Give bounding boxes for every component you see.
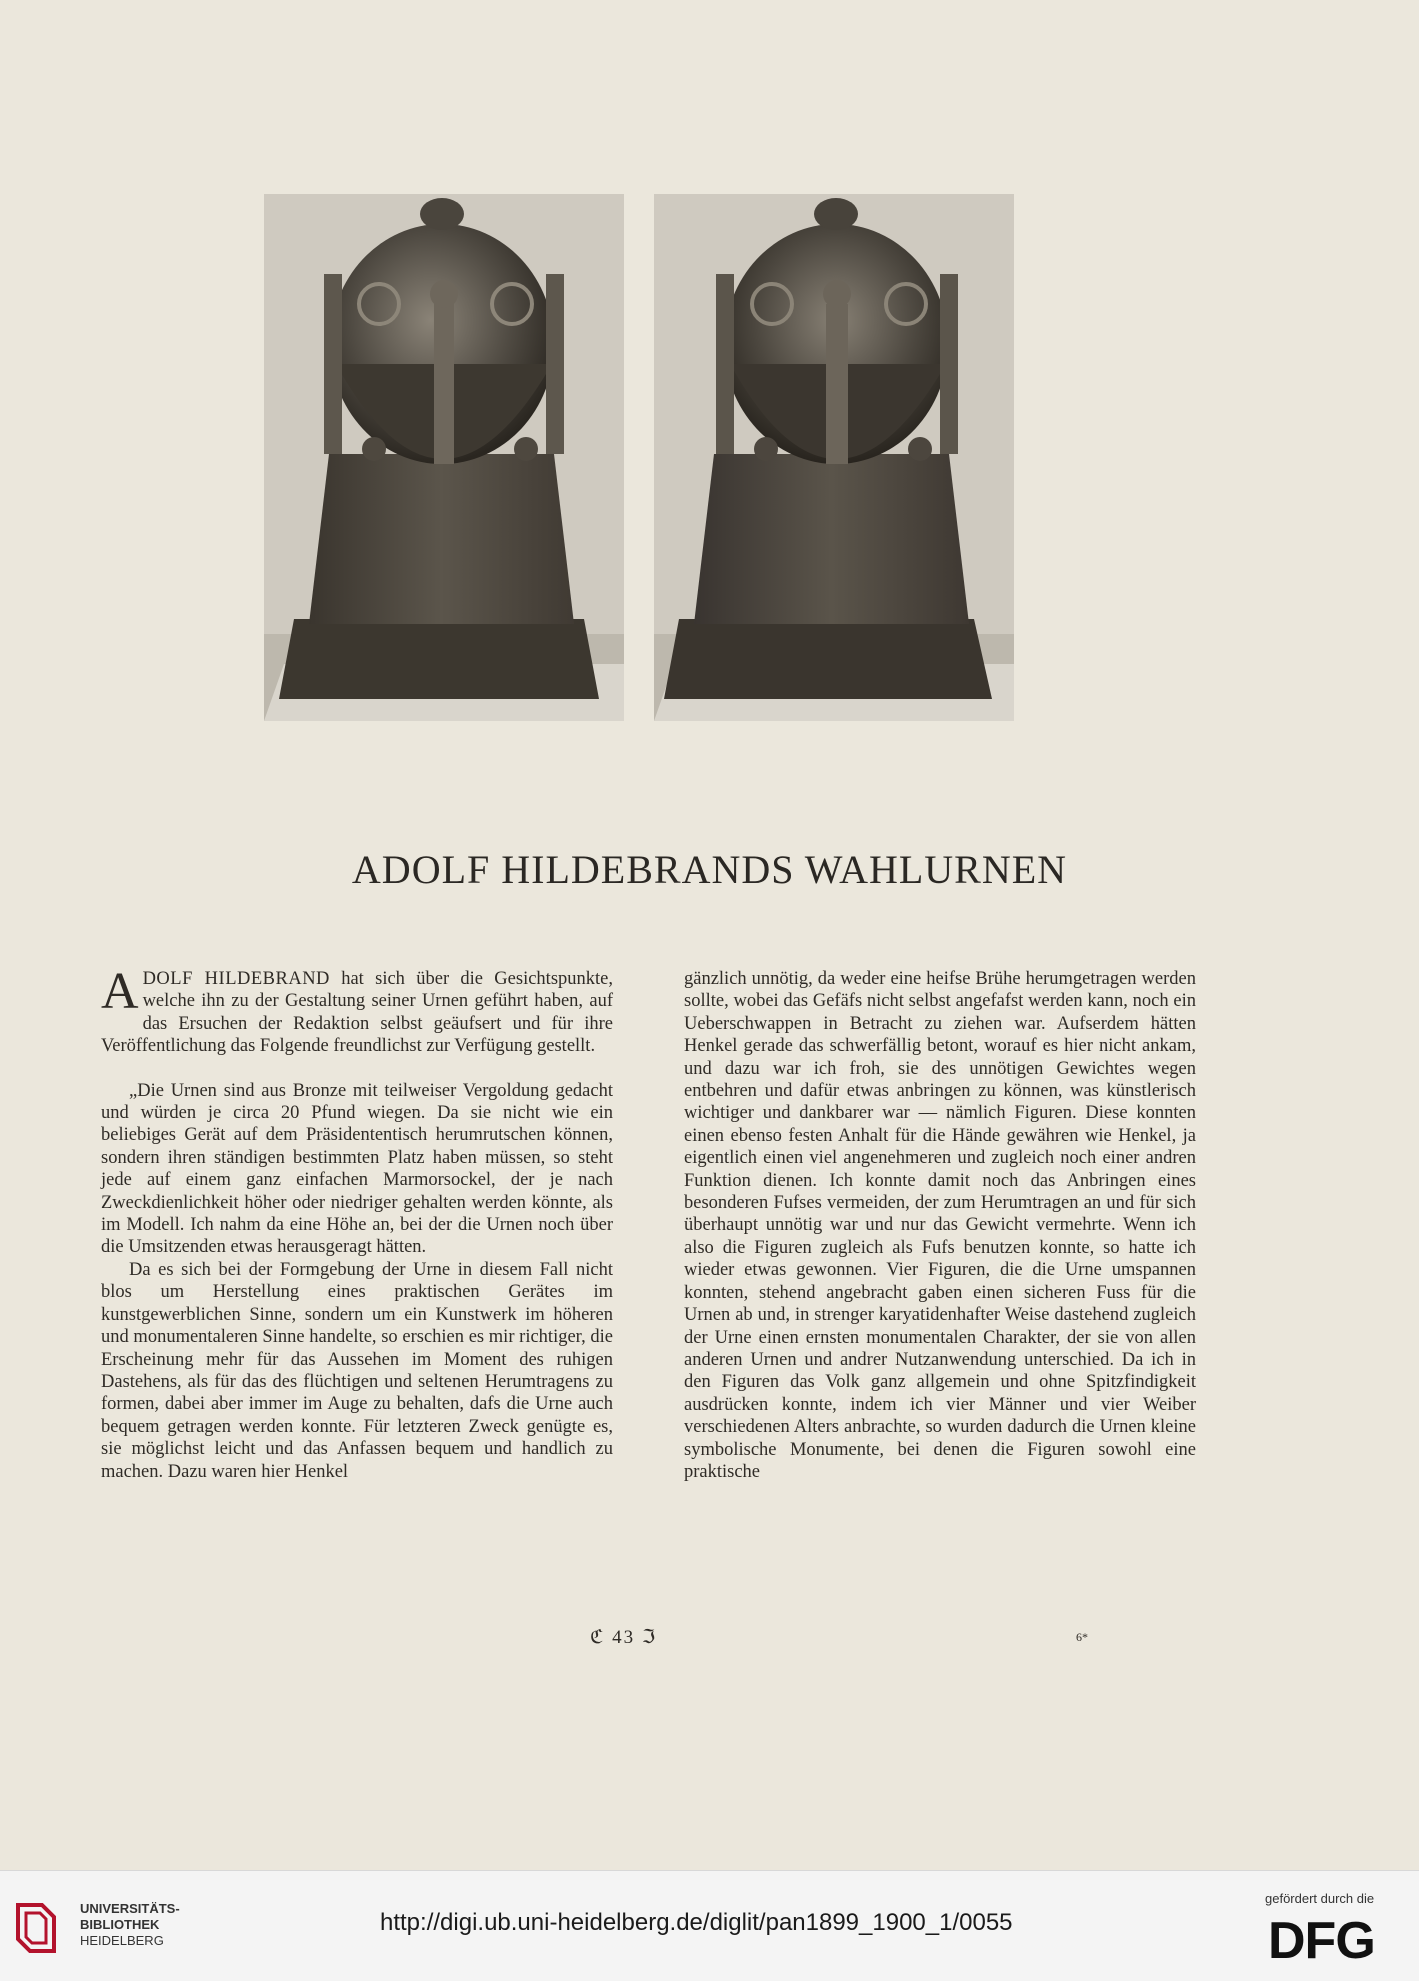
footer-bar: [0, 1870, 1419, 1981]
urn-photo-right: [654, 194, 1014, 721]
paragraph: gänzlich unnötig, da weder eine heifse Brühe herumgetragen werden sollte, wobei das Gefäfs nicht selbst angefafst werden kann, noch ein Ueberschwappen in Betracht zu ziehen war. Aufserdem hätten Henkel gerade das schwerfällig betont, worauf es hier nicht ankam, und dazu war ich froh, sie des unnötigen Gewichtes wegen entbehren und dafür etwas anbringen zu können, was künstlerisch wichtiger und dankbarer war — nämlich Figuren. Diese konnten einen ebenso festen Anhalt für die Hände gewähren wie Henkel, ja eigentlich einen viel angenehmeren und zugleich noch einer andren Funktion dienen. Ich konnte damit noch das Anbringen eines besonderen Fufses vermeiden, der zum Herumtragen an und für sich überhaupt unnötig war und nur das Gewicht vermehrte. Wenn ich also die Figuren zugleich als Fufs benutzen konnte, so hatte ich wieder etwas gewonnen. Vier Figuren, die die Urne umspannen konnten, stehend angebracht gaben einen sicheren Fuss für die Urnen ab und, in strenger karyatidenhafter Weise dastehend zugleich der Urne einen ernsten monumentalen Charakter, der sie von allen anderen Urnen und andrer Nutzanwendung unterschied. Da ich in den Figuren das Volk ganz allgemein und ohne Spitzfindigkeit ausdrücken konnte, indem ich vier Männer und vier Weiber verschiedenen Alters anbrachte, so wurden dadurch die Urnen kleine symbolische Monumente, bei denen die Figuren sowohl eine praktische: [684, 969, 1196, 1482]
intro-caps: DOLF HILDEBRAND: [142, 969, 330, 989]
text-column-left: [101, 963, 613, 1483]
funding-note: gefördert durch die: [1265, 1891, 1375, 1906]
page-number: ℭ 43 ℑ: [590, 1627, 658, 1648]
institution-line: UNIVERSITÄTS-: [80, 1901, 180, 1916]
urn-photo-left: [264, 194, 624, 721]
signature-mark: 6*: [1076, 1630, 1088, 1644]
drop-cap: A: [101, 963, 139, 1020]
institution-line: BIBLIOTHEK: [80, 1917, 160, 1932]
paragraph: „Die Urnen sind aus Bronze mit teilweiser Vergoldung gedacht und würden je circa 20 Pfund wiegen. Da sie nicht wie ein beliebiges Gerät auf dem Präsidententisch herumrutschen können, sondern ihren ständigen bestimmten Platz haben müssen, so steht jede auf einem ganz einfachen Marmorsockel, der je nach Zweckdienlichkeit höher oder niedriger gehalten werden könnte, als im Modell. Ich nahm da eine Höhe an, bei der die Urnen noch über die Umsitzenden etwas herausgeragt hätten.: [101, 1080, 613, 1258]
intro-paragraph: [101, 963, 613, 1058]
article-title: ADOLF HILDEBRANDS WAHLURNEN: [351, 847, 1068, 892]
paragraph: Da es sich bei der Formgebung der Urne in diesem Fall nicht blos um Herstellung eines praktischen Gerätes im kunstgewerblichen Sinne, sondern um ein Kunstwerk im höheren und monumentaleren Sinne handelte, so erschien es mir richtiger, die Erscheinung mehr für das Aussehen im Moment des ruhigen Dastehens, als für das des flüchtigen und seltenen Herumtragens zu formen, dabei aber immer im Auge zu behalten, dafs die Urne auch bequem getragen werden konnte. Für letzteren Zweck genügte es, sie möglichst leicht und das Anfassen bequem und handlich zu machen. Dazu waren hier Henkel: [101, 1259, 613, 1482]
intro-text: hat sich über die Gesichtspunkte, welche ihn zu der Gestaltung seiner Urnen geführt haben, auf das Ersuchen der Redaktion selbst geäufsert und für ihre Veröffentlichung das Folgende freundlichst zur Verfügung gestellt.: [101, 969, 613, 1057]
dfg-logo: DFG: [1268, 1912, 1375, 1970]
urn-illustration-right: [654, 194, 1014, 721]
urn-illustration-left: [264, 194, 624, 721]
university-library-logo-icon: [12, 1899, 60, 1957]
text-column-right: [684, 968, 1196, 1483]
source-url-link[interactable]: http://digi.ub.uni-heidelberg.de/diglit/pan1899_1900_1/0055: [380, 1909, 1013, 1936]
institution-name: [80, 1901, 180, 1949]
institution-line: HEIDELBERG: [80, 1933, 164, 1948]
